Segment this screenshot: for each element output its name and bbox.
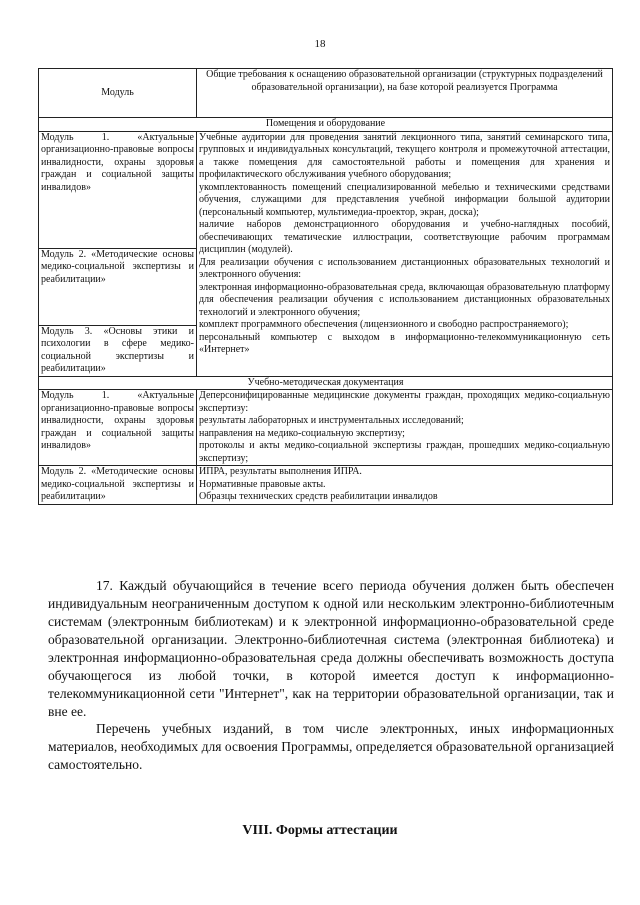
table-row [39, 390, 613, 466]
requirement-line: персональный компьютер с выходом в информационно-телекоммуникационную сеть «Интернет» [199, 331, 610, 355]
requirement-line: ИПРА, результаты выполнения ИПРА. [199, 466, 362, 477]
requirement-line: протоколы и акты медико-социальной экспертизы граждан, прошедших медико-социальную экспертизу; [199, 440, 610, 464]
requirement-line: укомплектованность помещений специализированной мебелью и техническими средствами обучения, служащими для представления учебной информации большой аудитории (персональный компьютер, мультимедиа-проектор, экран, доска); [199, 181, 610, 218]
section-heading: VIII. Формы аттестации [242, 823, 398, 838]
module-cell-1: Модуль 1. «Актуальные организационно-правовые вопросы инвалидности, охраны здоровья граждан и социальной защиты инвалидов» [39, 131, 197, 248]
requirement-line: направления на медико-социальную экспертизу; [199, 427, 405, 439]
requirement-line: Для реализации обучения с использованием дистанционных образовательных технологий и электронного обучения: [199, 256, 610, 280]
docs-module-cell-2: Модуль 2. «Методические основы медико-социальной экспертизы и реабилитации» [39, 466, 197, 505]
docs-requirements-cell-1 [197, 390, 613, 466]
section-title-premises: Помещения и оборудование [39, 118, 613, 132]
paragraph-publications: Перечень учебных изданий, в том числе электронных, иных информационных материалов, необходимых для освоения Программы, определяется образовательной организацией самостоятельно. [48, 721, 614, 772]
equipment-requirements-table [38, 68, 613, 505]
requirement-line: Образцы технических средств реабилитации инвалидов [199, 491, 438, 502]
requirement-line: Деперсонифицированные медицинские документы граждан, проходящих медико-социальную экспертизу: [199, 390, 610, 414]
table-row [39, 466, 613, 505]
header-requirements: Общие требования к оснащению образовательной организации (структурных подразделений образовательной организации), на базе которой реализуется Программа [197, 69, 613, 118]
section-row-premises [39, 118, 613, 132]
header-module: Модуль [39, 69, 197, 118]
requirement-line: результаты лабораторных и инструментальных исследований; [199, 415, 464, 426]
premises-requirements-cell [197, 131, 613, 376]
section-row-docs [39, 376, 613, 390]
docs-module-cell-1: Модуль 1. «Актуальные организационно-правовые вопросы инвалидности, охраны здоровья граждан и социальной защиты инвалидов» [39, 390, 197, 466]
paragraph-17: 17. Каждый обучающийся в течение всего периода обучения должен быть обеспечен индивидуальным неограниченным доступом к одной или нескольким электронно-библиотечным системам (электронным библиотекам) и к электронной информационно-образовательной среде образовательной организации. Электронно-библиотечная система (электронная библиотека) и электронная информационно-образовательная среда должны обеспечивать возможность доступа обучающегося из любой точки, в которой имеется доступ к информационно-телекоммуникационной сети "Интернет", как на территории образовательной организации, так и вне ее. [48, 578, 614, 719]
requirement-line: электронная информационно-образовательная среда, включающая образовательную платформу для обеспечения реализации обучения с использованием дистанционных образовательных технологий и электронного обучения; [199, 281, 610, 318]
module-cell-3: Модуль 3. «Основы этики и психологии в сфере медико-социальной экспертизы и реабилитации» [39, 325, 197, 376]
requirement-line: Учебные аудитории для проведения занятий лекционного типа, занятий семинарского типа, групповых и индивидуальных консультаций, текущего контроля и промежуточной аттестации, а также помещения для самостоятельной работы и помещения для хранения и профилактического обслуживания учебного оборудования; [199, 131, 610, 180]
table-row [39, 131, 613, 248]
section-title-docs: Учебно-методическая документация [39, 376, 613, 390]
module-cell-2: Модуль 2. «Методические основы медико-социальной экспертизы и реабилитации» [39, 248, 197, 325]
requirement-line: Нормативные правовые акты. [199, 478, 326, 490]
table-header-row [39, 69, 613, 118]
page-number: 18 [314, 38, 326, 50]
docs-requirements-cell-2 [197, 466, 613, 505]
requirement-line: наличие наборов демонстрационного оборудования и учебно-наглядных пособий, обеспечивающих тематические иллюстрации, соответствующие рабочим программам дисциплин (модулей). [199, 219, 610, 255]
requirement-line: комплект программного обеспечения (лицензионного и свободно распространяемого); [199, 319, 569, 330]
